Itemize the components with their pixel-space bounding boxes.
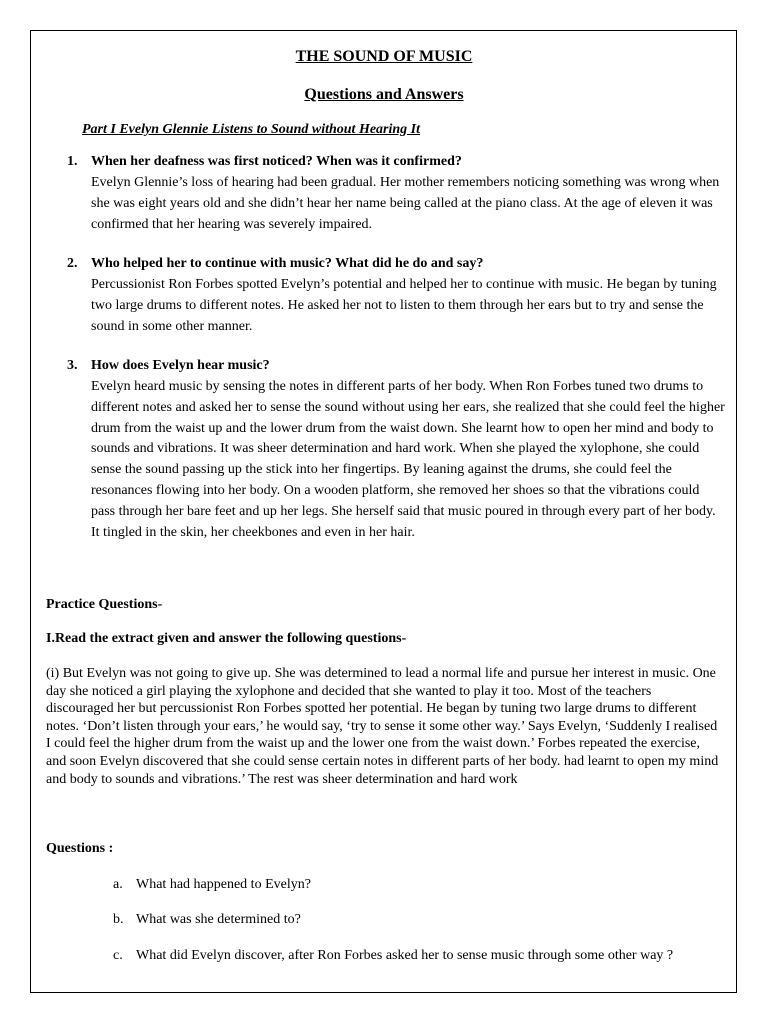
page-title: THE SOUND OF MUSIC bbox=[295, 48, 473, 65]
sub-question-text: What did Evelyn discover, after Ron Forbes asked her to sense music through some other way ? bbox=[136, 948, 674, 963]
question-heading: When her deafness was first noticed? When was it confirmed? bbox=[91, 154, 462, 169]
answer-text: Percussionist Ron Forbes spotted Evelyn’s potential and helped her to continue with music. He began by tuning two large drums to different notes. He asked her not to listen to them through her ears but to try and sense the sound in some other manner. bbox=[91, 277, 717, 334]
sub-question-letter: b. bbox=[113, 912, 124, 927]
extract-passage: (i) But Evelyn was not going to give up. She was determined to lead a normal life and pursue her interest in music. One day she noticed a girl playing the xylophone and decided that she wanted to play it too. Most of the teachers discouraged her but percussionist Ron Forbes spotted her potential. He began by tuning two large drums to different notes. ‘Don’t listen through your ears,’ he would say, ‘try to sense it some other way.’ Says Evelyn, ‘Suddenly I realised I could feel the higher drum from the waist up and the lower one from the waist down.’ Forbes repeated the exercise, and soon Evelyn discovered that she could sense certain notes in different parts of her body. had learnt to open my mind and body to sounds and vibrations.’ The rest was sheer determination and hard work bbox=[46, 666, 719, 787]
question-heading: How does Evelyn hear music? bbox=[91, 358, 270, 373]
instruction-text: I.Read the extract given and answer the following questions- bbox=[46, 631, 407, 646]
part-heading: Part I Evelyn Glennie Listens to Sound without Hearing It bbox=[82, 122, 421, 137]
practice-heading: Practice Questions- bbox=[46, 597, 163, 612]
sub-question-text: What had happened to Evelyn? bbox=[136, 877, 311, 892]
sub-question-letter: a. bbox=[113, 877, 123, 892]
question-number: 1. bbox=[67, 154, 78, 169]
question-number: 2. bbox=[67, 256, 78, 271]
sub-question-text: What was she determined to? bbox=[136, 912, 301, 927]
question-number: 3. bbox=[67, 358, 78, 373]
questions-label: Questions : bbox=[46, 841, 114, 856]
sub-question-letter: c. bbox=[113, 948, 123, 963]
answer-text: Evelyn heard music by sensing the notes in different parts of her body. When Ron Forbes tuned two drums to different notes and asked her to sense the sound without using her ears, she realized that she could feel the higher drum from the waist up and the lower drum from the waist down. She learnt how to open her mind and body to sounds and vibrations. It was sheer determination and hard work. When she played the xylophone, she could sense the sound passing up the stick into her fingertips. By leaning against the drums, she could feel the resonances flowing into her body. On a wooden platform, she removed her shoes so that the vibrations could pass through her bare feet and up her legs. She herself said that music poured in through every part of her body. It tingled in the skin, her cheekbones and even in her hair. bbox=[91, 379, 725, 540]
answer-text: Evelyn Glennie’s loss of hearing had been gradual. Her mother remembers noticing something was wrong when she was eight years old and she didn’t hear her name being called at the piano class. At the age of eleven it was confirmed that her hearing was severely impaired. bbox=[91, 175, 720, 232]
question-heading: Who helped her to continue with music? What did he do and say? bbox=[91, 256, 484, 271]
page-subtitle: Questions and Answers bbox=[304, 86, 464, 103]
